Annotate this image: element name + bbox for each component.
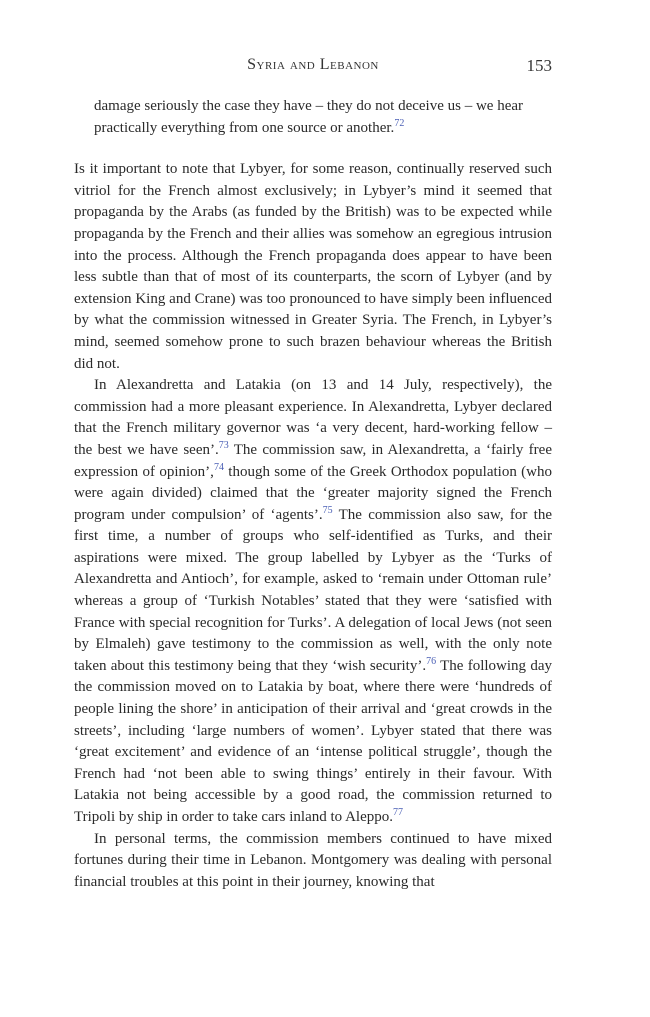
paragraph-1: [74, 159, 552, 375]
running-title: Syria and Lebanon: [247, 56, 379, 73]
footnote-ref: 75: [322, 504, 333, 516]
paragraph-text: The following day the commission moved on to Latakia by boat, where there were ‘hundreds of people lining the shore’ in anticipation of their arrival and ‘great crowds in the streets’, including ‘large numbers of women’. Lybyer stated that there was ‘great excitement’ and evidence of an ‘intense political struggle’, though the French had ‘not been able to swing things’ entirely in their favour. With Latakia not being accessible by a good road, the commission returned to Tripoli by ship in order to take cars inland to Aleppo.: [74, 657, 552, 825]
footnote-ref: 73: [218, 439, 229, 451]
footnote-ref: 72: [394, 117, 405, 129]
running-head: [74, 56, 552, 78]
footnote-ref: 74: [213, 461, 224, 473]
paragraph-text: In personal terms, the commission members continued to have mixed fortunes during their time in Lebanon. Montgomery was dealing with personal financial troubles at this point in their journey, knowing that: [74, 830, 552, 890]
paragraph-text: In Alexandretta and Latakia (on 13 and 14 July, respectively), the commission had a more pleasant experience. In Alexandretta, Lybyer declared that the French military governor was ‘a very decent, hard-working fellow – the best we have seen’.: [74, 377, 552, 458]
body-text: [74, 96, 552, 893]
block-quote: [94, 96, 552, 139]
paragraph-text: though some of the Greek Orthodox population (who were again divided) claimed that the ‘greater majority signed the French program under compulsion’ of ‘agents’.: [74, 463, 553, 523]
paragraph-3: [74, 829, 552, 894]
paragraph-text: The commission saw, in Alexandretta, a ‘fairly free expression of opinion’,: [74, 441, 552, 480]
paragraph-text: Is it important to note that Lybyer, for some reason, continually reserved such vitriol for the French almost exclusively; in Lybyer’s mind it seemed that propaganda by the Arabs (as funded by the British) was to be expected while propaganda by the French and their allies was somehow an egregious intrusion into the process. Although the French propaganda does appear to have been less subtle than that of most of its counterparts, the scorn of Lybyer (and by extension King and Crane) was too pronounced to have simply been influenced by what the commission witnessed in Greater Syria. The French, in Lybyer’s mind, seemed somehow prone to such brazen behaviour whereas the British did not.: [74, 161, 552, 372]
page-number: 153: [526, 56, 552, 75]
footnote-ref: 76: [426, 655, 437, 667]
paragraph-2: [74, 375, 552, 828]
paragraph-text: The commission also saw, for the first time, a number of groups who self-identified as Turks, and their aspirations were mixed. The group labelled by Lybyer as the ‘Turks of Alexandretta and Antioch’, for example, asked to ‘remain under Ottoman rule’ whereas a group of ‘Turkish Notables’ stated that they were ‘satisfied with France with special recognition for Turks’. A delegation of local Jews (not seen by Elmaleh) gave testimony to the commission as well, with the only note taken about this testimony being that they ‘wish security’.: [74, 506, 552, 674]
quote-text: damage seriously the case they have – they do not deceive us – we hear practically everything from one source or another.: [94, 98, 524, 136]
footnote-ref: 77: [393, 807, 403, 818]
